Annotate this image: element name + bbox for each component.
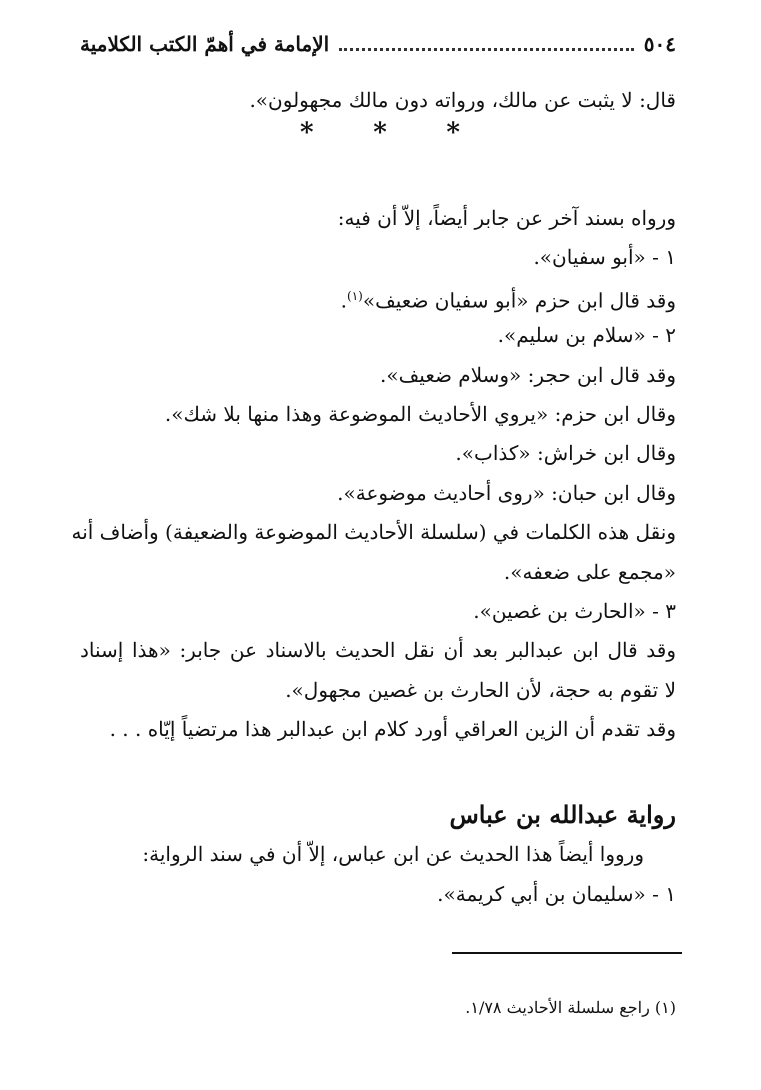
text-line-1: قال: لا يثبت عن مالك، ورواته دون مالك مجهولون».: [249, 88, 676, 112]
section-separator: [300, 118, 460, 148]
text-line-4-end: .: [340, 288, 347, 313]
text-line-15: وقد تقدم أن الزين العراقي أورد كلام ابن عبدالبر هذا مرتضياً إيّاه . . .: [109, 717, 676, 741]
text-line-13: وقد قال ابن عبدالبر بعد أن نقل الحديث بالاسناد عن جابر: «هذا إسناد: [80, 638, 676, 662]
text-line-12: ٣ - «الحارث بن غصين».: [473, 599, 676, 623]
text-line-4: [80, 281, 676, 316]
text-line-4-body: وقد قال ابن حزم «أبو سفيان ضعيف»: [362, 288, 676, 313]
section-heading: رواية عبدالله بن عباس: [449, 800, 676, 829]
text-line-6: وقد قال ابن حجر: «وسلام ضعيف».: [379, 363, 676, 387]
text-line-2: ورواه بسند آخر عن جابر أيضاً، إلاّ أن فيه:: [337, 206, 676, 230]
text-line-11: «مجمع على ضعفه».: [503, 560, 676, 584]
page-number: ٥٠٤: [643, 32, 676, 56]
text-line-3: ١ - «أبو سفيان».: [533, 245, 676, 269]
separator-star: *: [300, 118, 314, 148]
text-line-16: ورووا أيضاً هذا الحديث عن ابن عباس، إلاّ أن في سند الرواية:: [142, 842, 644, 866]
separator-star: *: [446, 118, 460, 148]
separator-star: *: [373, 118, 387, 148]
text-line-7: وقال ابن حزم: «يروي الأحاديث الموضوعة وهذا منها بلا شك».: [164, 402, 676, 426]
running-title: الإمامة في أهمّ الكتب الكلامية: [80, 32, 330, 56]
text-line-14: لا تقوم به حجة، لأن الحارث بن غصين مجهول».: [285, 678, 676, 702]
footnote-marker[interactable]: (١): [347, 289, 363, 303]
footnote-divider: [452, 952, 682, 954]
text-line-17: ١ - «سليمان بن أبي كريمة».: [437, 882, 676, 906]
footnote: (١) راجع سلسلة الأحاديث ١/٧٨.: [465, 998, 676, 1017]
text-line-9: وقال ابن حبان: «روى أحاديث موضوعة».: [337, 481, 676, 505]
header-dot-leader: [339, 38, 634, 51]
text-line-5: ٢ - «سلام بن سليم».: [497, 323, 676, 347]
text-line-10: ونقل هذه الكلمات في (سلسلة الأحاديث الموضوعة والضعيفة) وأضاف أنه: [71, 520, 676, 544]
page-header: [80, 26, 676, 62]
text-line-8: وقال ابن خراش: «كذاب».: [455, 441, 676, 465]
